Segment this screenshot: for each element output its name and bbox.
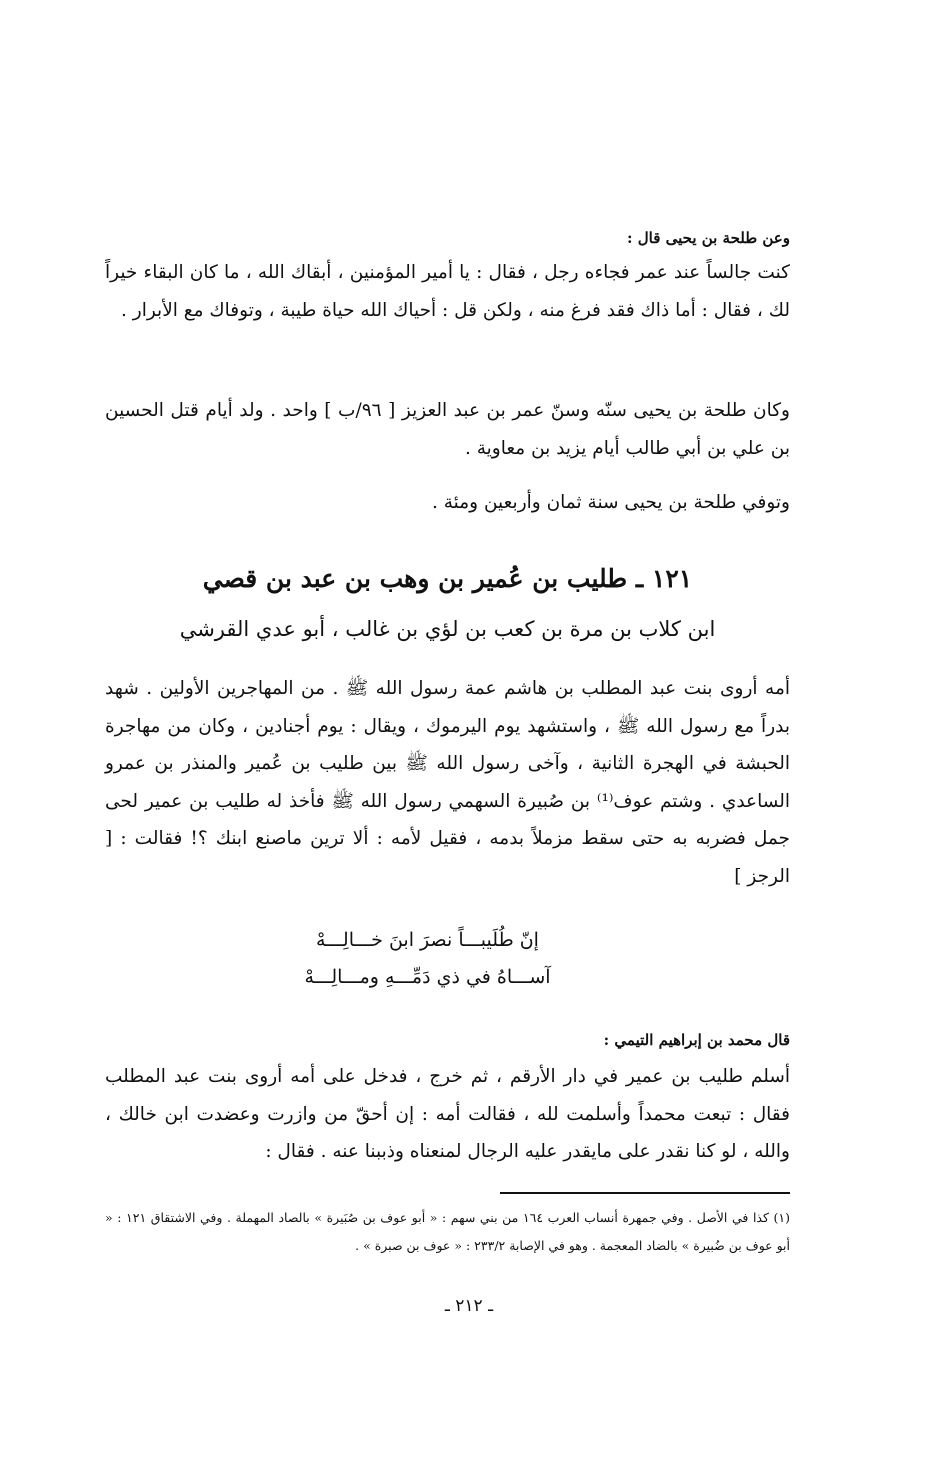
page-number: ـ ٢١٢ ـ bbox=[444, 1296, 494, 1316]
paragraph-talha-age: وكان طلحة بن يحيى سنّه وسنّ عمر بن عبد العزيز [ ٩٦/ب ] واحد . ولد أيام قتل الحسين بن علي بن أبي طالب أيام يزيد بن معاوية . bbox=[105, 400, 790, 459]
book-page bbox=[105, 0, 790, 1467]
verse-line-1: إنّ طُلَيبـــاً نصرَ ابنَ خـــالِـــهْ bbox=[316, 929, 539, 951]
paragraph-talha-death: وتوفي طلحة بن يحيى سنة ثمان وأربعين ومئة . bbox=[431, 492, 790, 513]
verse-block bbox=[105, 922, 790, 996]
entry-subtitle: ابن كلاب بن مرة بن كعب بن لؤي بن غالب ، أبو عدي القرشي bbox=[179, 617, 716, 641]
paragraph-tulayb-bio: أمه أروى بنت عبد المطلب بن هاشم عمة رسول الله ﷺ . من المهاجرين الأولين . شهد بدراً مع رسول الله ﷺ ، واستشهد يوم اليرموك ، ويقال : يوم أجنادين ، وكان من مهاجرة الحبشة في الهجرة الثانية ، وآخى رسول الله ﷺ بين طليب بن عُمير والمنذر بن عمرو الساعدي . وشتم عوف⁽¹⁾ بن صُبيرة السهمي رسول الله ﷺ فأخذ له طليب بن عمير لحى جمل فضربه به حتى سقط مزملاً بدمه ، فقيل لأمه : ألا ترين ماصنع ابنك ؟! فقالت : [ الرجز ] bbox=[105, 678, 790, 887]
narrator-heading-taymi: قال محمد بن إبراهيم التيمي : bbox=[603, 1031, 790, 1049]
footnote-divider bbox=[500, 1192, 790, 1194]
footnote-1: (١) كذا في الأصل . وفي جمهرة أنساب العرب ١٦٤ من بني سهم : « أبو عوف بن صُبَيرة » بالصاد المهملة . وفي الاشتقاق ١٢١ : « أبو عوف بن ضُبيرة » بالضاد المعجمة . وهو في الإصابة ٢٣٣/٢ : « عوف بن صبرة » . bbox=[105, 1210, 790, 1253]
verse-line-2: آســـاهُ في ذي دَمِّـــهِ ومـــالِـــهْ bbox=[304, 966, 551, 988]
narrator-heading-talha: وعن طلحة بن يحيى قال : bbox=[626, 229, 790, 247]
paragraph-tulayb-islam: أسلم طليب بن عمير في دار الأرقم ، ثم خرج ، فدخل على أمه أروى بنت عبد المطلب فقال : تبعت محمداً وأسلمت لله ، فقالت أمه : إن أحقّ من وازرت وعضدت ابن خالك ، والله ، لو كنا نقدر على مايقدر عليه الرجال لمنعناه وذببنا عنه . فقال : bbox=[105, 1066, 790, 1162]
entry-title: ١٢١ ـ طليب بن عُمير بن وهب بن عبد بن قصي bbox=[202, 564, 693, 593]
paragraph-talha-story: كنت جالساً عند عمر فجاءه رجل ، فقال : يا أمير المؤمنين ، أبقاك الله ، ما كان البقاء خيراً لك ، فقال : أما ذاك فقد فرغ منه ، ولكن قل : أحياك الله حياة طيبة ، وتوفاك مع الأبرار . bbox=[105, 262, 790, 321]
